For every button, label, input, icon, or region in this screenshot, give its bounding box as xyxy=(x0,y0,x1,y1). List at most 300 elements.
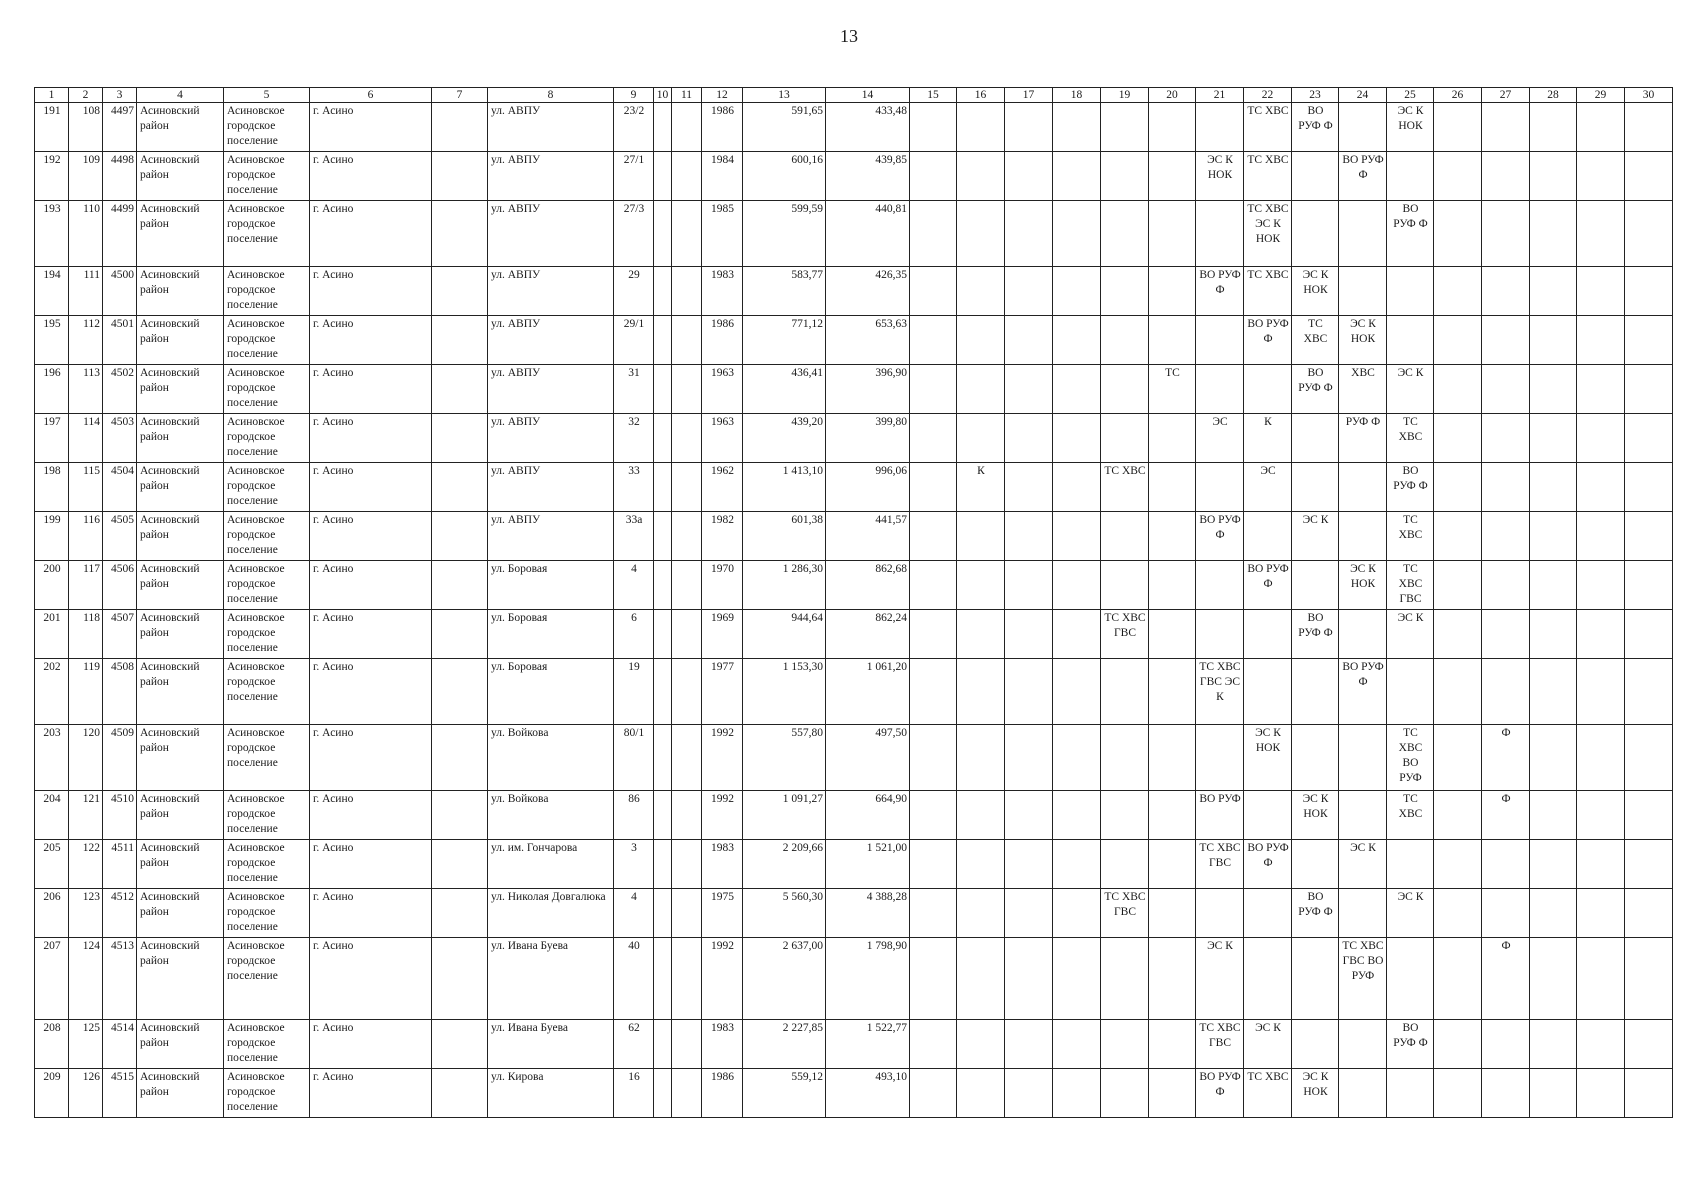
cell-col-5: Асиновское городское поселение xyxy=(224,1020,310,1069)
cell-col-29 xyxy=(1577,561,1625,610)
cell-col-23: ТС ХВС xyxy=(1292,316,1339,365)
cell-col-28 xyxy=(1530,414,1577,463)
cell-col-26 xyxy=(1434,267,1482,316)
column-number-13: 13 xyxy=(743,88,826,103)
cell-col-17 xyxy=(1005,561,1053,610)
cell-col-12: 1962 xyxy=(702,463,743,512)
cell-col-13: 1 153,30 xyxy=(743,659,826,725)
cell-col-6: г. Асино xyxy=(310,103,432,152)
column-number-6: 6 xyxy=(310,88,432,103)
cell-col-24: ВО РУФ Ф xyxy=(1339,659,1387,725)
table-row xyxy=(35,103,1673,152)
cell-col-16 xyxy=(957,889,1005,938)
cell-col-5: Асиновское городское поселение xyxy=(224,938,310,1020)
cell-col-11 xyxy=(672,840,702,889)
cell-col-28 xyxy=(1530,840,1577,889)
cell-col-14: 1 521,00 xyxy=(826,840,910,889)
cell-col-7 xyxy=(432,659,488,725)
cell-col-29 xyxy=(1577,1020,1625,1069)
column-number-8: 8 xyxy=(488,88,614,103)
cell-col-23: ВО РУФ Ф xyxy=(1292,889,1339,938)
cell-col-25: ТС ХВС xyxy=(1387,512,1434,561)
cell-col-29 xyxy=(1577,1069,1625,1118)
cell-col-29 xyxy=(1577,463,1625,512)
cell-col-16 xyxy=(957,152,1005,201)
cell-col-10 xyxy=(654,561,672,610)
cell-col-28 xyxy=(1530,1069,1577,1118)
cell-col-18 xyxy=(1053,659,1101,725)
cell-col-28 xyxy=(1530,889,1577,938)
cell-col-21: ТС ХВС ГВС ЭС К xyxy=(1196,659,1244,725)
cell-col-30 xyxy=(1625,414,1673,463)
cell-col-4: Асиновский район xyxy=(137,103,224,152)
cell-col-26 xyxy=(1434,561,1482,610)
cell-col-15 xyxy=(910,889,957,938)
cell-col-18 xyxy=(1053,512,1101,561)
cell-col-19 xyxy=(1101,1069,1149,1118)
cell-col-2: 114 xyxy=(69,414,103,463)
cell-col-30 xyxy=(1625,659,1673,725)
cell-col-17 xyxy=(1005,365,1053,414)
cell-col-22: ВО РУФ Ф xyxy=(1244,316,1292,365)
cell-col-4: Асиновский район xyxy=(137,659,224,725)
cell-col-21 xyxy=(1196,201,1244,267)
table-row xyxy=(35,1020,1673,1069)
cell-col-16: К xyxy=(957,463,1005,512)
cell-col-21 xyxy=(1196,103,1244,152)
cell-col-22: К xyxy=(1244,414,1292,463)
cell-col-3: 4503 xyxy=(103,414,137,463)
cell-col-30 xyxy=(1625,103,1673,152)
cell-col-29 xyxy=(1577,889,1625,938)
cell-col-25 xyxy=(1387,1069,1434,1118)
cell-col-15 xyxy=(910,267,957,316)
cell-col-10 xyxy=(654,938,672,1020)
cell-col-3: 4505 xyxy=(103,512,137,561)
table-row xyxy=(35,512,1673,561)
cell-col-6: г. Асино xyxy=(310,414,432,463)
cell-col-16 xyxy=(957,791,1005,840)
cell-col-11 xyxy=(672,1069,702,1118)
cell-col-3: 4504 xyxy=(103,463,137,512)
cell-col-27 xyxy=(1482,463,1530,512)
cell-col-25 xyxy=(1387,316,1434,365)
cell-col-12: 1986 xyxy=(702,316,743,365)
cell-col-10 xyxy=(654,267,672,316)
cell-col-16 xyxy=(957,561,1005,610)
cell-col-25 xyxy=(1387,659,1434,725)
cell-col-2: 110 xyxy=(69,201,103,267)
cell-col-13: 5 560,30 xyxy=(743,889,826,938)
cell-col-11 xyxy=(672,414,702,463)
cell-col-3: 4497 xyxy=(103,103,137,152)
cell-col-28 xyxy=(1530,152,1577,201)
cell-col-10 xyxy=(654,365,672,414)
cell-col-23: ЭС К НОК xyxy=(1292,791,1339,840)
column-number-10: 10 xyxy=(654,88,672,103)
cell-col-8: ул. АВПУ xyxy=(488,267,614,316)
cell-col-2: 113 xyxy=(69,365,103,414)
cell-col-11 xyxy=(672,791,702,840)
cell-col-28 xyxy=(1530,267,1577,316)
cell-col-15 xyxy=(910,791,957,840)
cell-col-18 xyxy=(1053,103,1101,152)
cell-col-19 xyxy=(1101,414,1149,463)
cell-col-24 xyxy=(1339,610,1387,659)
cell-col-27 xyxy=(1482,659,1530,725)
cell-col-20 xyxy=(1149,103,1196,152)
cell-col-16 xyxy=(957,365,1005,414)
cell-col-14: 426,35 xyxy=(826,267,910,316)
cell-col-14: 439,85 xyxy=(826,152,910,201)
cell-col-7 xyxy=(432,840,488,889)
cell-col-2: 121 xyxy=(69,791,103,840)
cell-col-6: г. Асино xyxy=(310,659,432,725)
cell-col-23 xyxy=(1292,1020,1339,1069)
cell-col-24 xyxy=(1339,889,1387,938)
cell-col-15 xyxy=(910,610,957,659)
cell-col-22: ВО РУФ Ф xyxy=(1244,561,1292,610)
cell-col-13: 439,20 xyxy=(743,414,826,463)
cell-col-10 xyxy=(654,414,672,463)
cell-col-15 xyxy=(910,725,957,791)
cell-col-15 xyxy=(910,414,957,463)
cell-col-19: ТС ХВС xyxy=(1101,463,1149,512)
cell-col-17 xyxy=(1005,267,1053,316)
cell-col-29 xyxy=(1577,103,1625,152)
table-row xyxy=(35,938,1673,1020)
cell-col-2: 111 xyxy=(69,267,103,316)
cell-col-25: ТС ХВС xyxy=(1387,791,1434,840)
cell-col-2: 108 xyxy=(69,103,103,152)
column-number-3: 3 xyxy=(103,88,137,103)
cell-col-8: ул. Боровая xyxy=(488,659,614,725)
cell-col-13: 944,64 xyxy=(743,610,826,659)
cell-col-3: 4515 xyxy=(103,1069,137,1118)
cell-col-12: 1992 xyxy=(702,791,743,840)
cell-col-2: 115 xyxy=(69,463,103,512)
cell-col-8: ул. им. Гончарова xyxy=(488,840,614,889)
cell-col-18 xyxy=(1053,791,1101,840)
cell-col-30 xyxy=(1625,561,1673,610)
cell-col-17 xyxy=(1005,1069,1053,1118)
cell-col-3: 4511 xyxy=(103,840,137,889)
cell-col-1: 198 xyxy=(35,463,69,512)
cell-col-6: г. Асино xyxy=(310,840,432,889)
cell-col-27 xyxy=(1482,103,1530,152)
cell-col-10 xyxy=(654,610,672,659)
cell-col-26 xyxy=(1434,791,1482,840)
cell-col-14: 441,57 xyxy=(826,512,910,561)
cell-col-8: ул. АВПУ xyxy=(488,152,614,201)
table-row xyxy=(35,610,1673,659)
column-number-9: 9 xyxy=(614,88,654,103)
cell-col-20 xyxy=(1149,659,1196,725)
cell-col-16 xyxy=(957,659,1005,725)
cell-col-8: ул. Войкова xyxy=(488,791,614,840)
cell-col-11 xyxy=(672,561,702,610)
cell-col-6: г. Асино xyxy=(310,201,432,267)
cell-col-16 xyxy=(957,1069,1005,1118)
cell-col-20 xyxy=(1149,889,1196,938)
cell-col-7 xyxy=(432,889,488,938)
cell-col-6: г. Асино xyxy=(310,512,432,561)
cell-col-9: 27/3 xyxy=(614,201,654,267)
cell-col-14: 433,48 xyxy=(826,103,910,152)
cell-col-1: 199 xyxy=(35,512,69,561)
cell-col-16 xyxy=(957,610,1005,659)
column-number-22: 22 xyxy=(1244,88,1292,103)
cell-col-15 xyxy=(910,512,957,561)
cell-col-2: 112 xyxy=(69,316,103,365)
cell-col-9: 16 xyxy=(614,1069,654,1118)
cell-col-17 xyxy=(1005,1020,1053,1069)
cell-col-27 xyxy=(1482,889,1530,938)
cell-col-23 xyxy=(1292,840,1339,889)
cell-col-22 xyxy=(1244,889,1292,938)
cell-col-8: ул. Николая Довгалюка xyxy=(488,889,614,938)
column-number-25: 25 xyxy=(1387,88,1434,103)
cell-col-4: Асиновский район xyxy=(137,463,224,512)
cell-col-1: 195 xyxy=(35,316,69,365)
cell-col-11 xyxy=(672,938,702,1020)
cell-col-13: 559,12 xyxy=(743,1069,826,1118)
cell-col-28 xyxy=(1530,561,1577,610)
cell-col-29 xyxy=(1577,414,1625,463)
cell-col-13: 1 286,30 xyxy=(743,561,826,610)
cell-col-14: 1 061,20 xyxy=(826,659,910,725)
housing-register-table xyxy=(34,87,1673,1118)
cell-col-14: 396,90 xyxy=(826,365,910,414)
cell-col-22: ТС ХВС xyxy=(1244,1069,1292,1118)
cell-col-25: ЭС К НОК xyxy=(1387,103,1434,152)
column-number-14: 14 xyxy=(826,88,910,103)
cell-col-3: 4501 xyxy=(103,316,137,365)
cell-col-25: ВО РУФ Ф xyxy=(1387,1020,1434,1069)
cell-col-19 xyxy=(1101,201,1149,267)
cell-col-1: 204 xyxy=(35,791,69,840)
cell-col-18 xyxy=(1053,725,1101,791)
cell-col-1: 203 xyxy=(35,725,69,791)
cell-col-28 xyxy=(1530,725,1577,791)
cell-col-3: 4506 xyxy=(103,561,137,610)
cell-col-24 xyxy=(1339,201,1387,267)
cell-col-27 xyxy=(1482,365,1530,414)
cell-col-15 xyxy=(910,103,957,152)
cell-col-20: ТС xyxy=(1149,365,1196,414)
cell-col-12: 1975 xyxy=(702,889,743,938)
column-number-header-row xyxy=(35,88,1673,103)
cell-col-2: 124 xyxy=(69,938,103,1020)
cell-col-22: ТС ХВС ЭС К НОК xyxy=(1244,201,1292,267)
cell-col-20 xyxy=(1149,414,1196,463)
cell-col-30 xyxy=(1625,840,1673,889)
table-row xyxy=(35,1069,1673,1118)
cell-col-24 xyxy=(1339,791,1387,840)
cell-col-4: Асиновский район xyxy=(137,561,224,610)
cell-col-6: г. Асино xyxy=(310,1069,432,1118)
cell-col-17 xyxy=(1005,659,1053,725)
cell-col-9: 62 xyxy=(614,1020,654,1069)
cell-col-16 xyxy=(957,267,1005,316)
cell-col-13: 599,59 xyxy=(743,201,826,267)
cell-col-1: 197 xyxy=(35,414,69,463)
cell-col-7 xyxy=(432,1069,488,1118)
cell-col-21: ВО РУФ Ф xyxy=(1196,1069,1244,1118)
cell-col-18 xyxy=(1053,201,1101,267)
cell-col-20 xyxy=(1149,512,1196,561)
cell-col-23: ЭС К НОК xyxy=(1292,267,1339,316)
cell-col-29 xyxy=(1577,791,1625,840)
cell-col-13: 557,80 xyxy=(743,725,826,791)
cell-col-4: Асиновский район xyxy=(137,1069,224,1118)
cell-col-27 xyxy=(1482,414,1530,463)
cell-col-8: ул. АВПУ xyxy=(488,201,614,267)
cell-col-12: 1963 xyxy=(702,414,743,463)
cell-col-23: ЭС К xyxy=(1292,512,1339,561)
cell-col-12: 1985 xyxy=(702,201,743,267)
cell-col-19: ТС ХВС ГВС xyxy=(1101,610,1149,659)
cell-col-17 xyxy=(1005,414,1053,463)
cell-col-9: 40 xyxy=(614,938,654,1020)
cell-col-5: Асиновское городское поселение xyxy=(224,414,310,463)
cell-col-19 xyxy=(1101,267,1149,316)
cell-col-16 xyxy=(957,938,1005,1020)
cell-col-18 xyxy=(1053,1069,1101,1118)
cell-col-26 xyxy=(1434,463,1482,512)
cell-col-17 xyxy=(1005,512,1053,561)
cell-col-21: ТС ХВС ГВС xyxy=(1196,1020,1244,1069)
cell-col-6: г. Асино xyxy=(310,365,432,414)
cell-col-23 xyxy=(1292,725,1339,791)
cell-col-1: 205 xyxy=(35,840,69,889)
cell-col-6: г. Асино xyxy=(310,610,432,659)
cell-col-4: Асиновский район xyxy=(137,267,224,316)
cell-col-14: 1 798,90 xyxy=(826,938,910,1020)
cell-col-28 xyxy=(1530,463,1577,512)
cell-col-11 xyxy=(672,512,702,561)
cell-col-27: Ф xyxy=(1482,725,1530,791)
cell-col-7 xyxy=(432,610,488,659)
cell-col-19 xyxy=(1101,938,1149,1020)
cell-col-19 xyxy=(1101,316,1149,365)
cell-col-16 xyxy=(957,840,1005,889)
cell-col-20 xyxy=(1149,201,1196,267)
cell-col-9: 4 xyxy=(614,889,654,938)
cell-col-10 xyxy=(654,840,672,889)
cell-col-27 xyxy=(1482,201,1530,267)
cell-col-27: Ф xyxy=(1482,938,1530,1020)
cell-col-30 xyxy=(1625,316,1673,365)
column-number-15: 15 xyxy=(910,88,957,103)
cell-col-2: 125 xyxy=(69,1020,103,1069)
cell-col-18 xyxy=(1053,889,1101,938)
cell-col-26 xyxy=(1434,725,1482,791)
cell-col-30 xyxy=(1625,152,1673,201)
cell-col-4: Асиновский район xyxy=(137,1020,224,1069)
cell-col-8: ул. Боровая xyxy=(488,610,614,659)
cell-col-8: ул. АВПУ xyxy=(488,414,614,463)
cell-col-17 xyxy=(1005,316,1053,365)
cell-col-19 xyxy=(1101,659,1149,725)
cell-col-5: Асиновское городское поселение xyxy=(224,561,310,610)
cell-col-20 xyxy=(1149,725,1196,791)
cell-col-12: 1983 xyxy=(702,267,743,316)
cell-col-30 xyxy=(1625,365,1673,414)
cell-col-5: Асиновское городское поселение xyxy=(224,463,310,512)
cell-col-5: Асиновское городское поселение xyxy=(224,659,310,725)
cell-col-10 xyxy=(654,152,672,201)
cell-col-12: 1977 xyxy=(702,659,743,725)
table-row xyxy=(35,267,1673,316)
cell-col-14: 862,68 xyxy=(826,561,910,610)
cell-col-25: ВО РУФ Ф xyxy=(1387,201,1434,267)
cell-col-24: ТС ХВС ГВС ВО РУФ xyxy=(1339,938,1387,1020)
cell-col-17 xyxy=(1005,201,1053,267)
column-number-12: 12 xyxy=(702,88,743,103)
cell-col-14: 493,10 xyxy=(826,1069,910,1118)
cell-col-2: 120 xyxy=(69,725,103,791)
cell-col-23 xyxy=(1292,414,1339,463)
cell-col-11 xyxy=(672,659,702,725)
cell-col-20 xyxy=(1149,152,1196,201)
cell-col-22: ЭС К НОК xyxy=(1244,725,1292,791)
cell-col-23 xyxy=(1292,561,1339,610)
cell-col-30 xyxy=(1625,201,1673,267)
column-number-17: 17 xyxy=(1005,88,1053,103)
cell-col-27 xyxy=(1482,610,1530,659)
cell-col-14: 497,50 xyxy=(826,725,910,791)
cell-col-6: г. Асино xyxy=(310,316,432,365)
table-row xyxy=(35,152,1673,201)
cell-col-18 xyxy=(1053,414,1101,463)
cell-col-23: ВО РУФ Ф xyxy=(1292,103,1339,152)
cell-col-21: ЭС К НОК xyxy=(1196,152,1244,201)
column-number-11: 11 xyxy=(672,88,702,103)
column-number-23: 23 xyxy=(1292,88,1339,103)
cell-col-8: ул. АВПУ xyxy=(488,512,614,561)
cell-col-21 xyxy=(1196,610,1244,659)
cell-col-11 xyxy=(672,267,702,316)
cell-col-22 xyxy=(1244,791,1292,840)
cell-col-15 xyxy=(910,561,957,610)
cell-col-24: ЭС К НОК xyxy=(1339,316,1387,365)
cell-col-15 xyxy=(910,152,957,201)
cell-col-14: 399,80 xyxy=(826,414,910,463)
cell-col-6: г. Асино xyxy=(310,463,432,512)
cell-col-15 xyxy=(910,659,957,725)
cell-col-28 xyxy=(1530,201,1577,267)
cell-col-16 xyxy=(957,1020,1005,1069)
cell-col-1: 206 xyxy=(35,889,69,938)
cell-col-19 xyxy=(1101,1020,1149,1069)
cell-col-5: Асиновское городское поселение xyxy=(224,791,310,840)
cell-col-7 xyxy=(432,463,488,512)
cell-col-18 xyxy=(1053,365,1101,414)
cell-col-12: 1992 xyxy=(702,725,743,791)
cell-col-10 xyxy=(654,725,672,791)
cell-col-3: 4513 xyxy=(103,938,137,1020)
cell-col-25 xyxy=(1387,267,1434,316)
cell-col-20 xyxy=(1149,610,1196,659)
cell-col-20 xyxy=(1149,938,1196,1020)
cell-col-4: Асиновский район xyxy=(137,365,224,414)
cell-col-26 xyxy=(1434,938,1482,1020)
cell-col-2: 118 xyxy=(69,610,103,659)
cell-col-6: г. Асино xyxy=(310,1020,432,1069)
cell-col-13: 2 637,00 xyxy=(743,938,826,1020)
cell-col-10 xyxy=(654,316,672,365)
